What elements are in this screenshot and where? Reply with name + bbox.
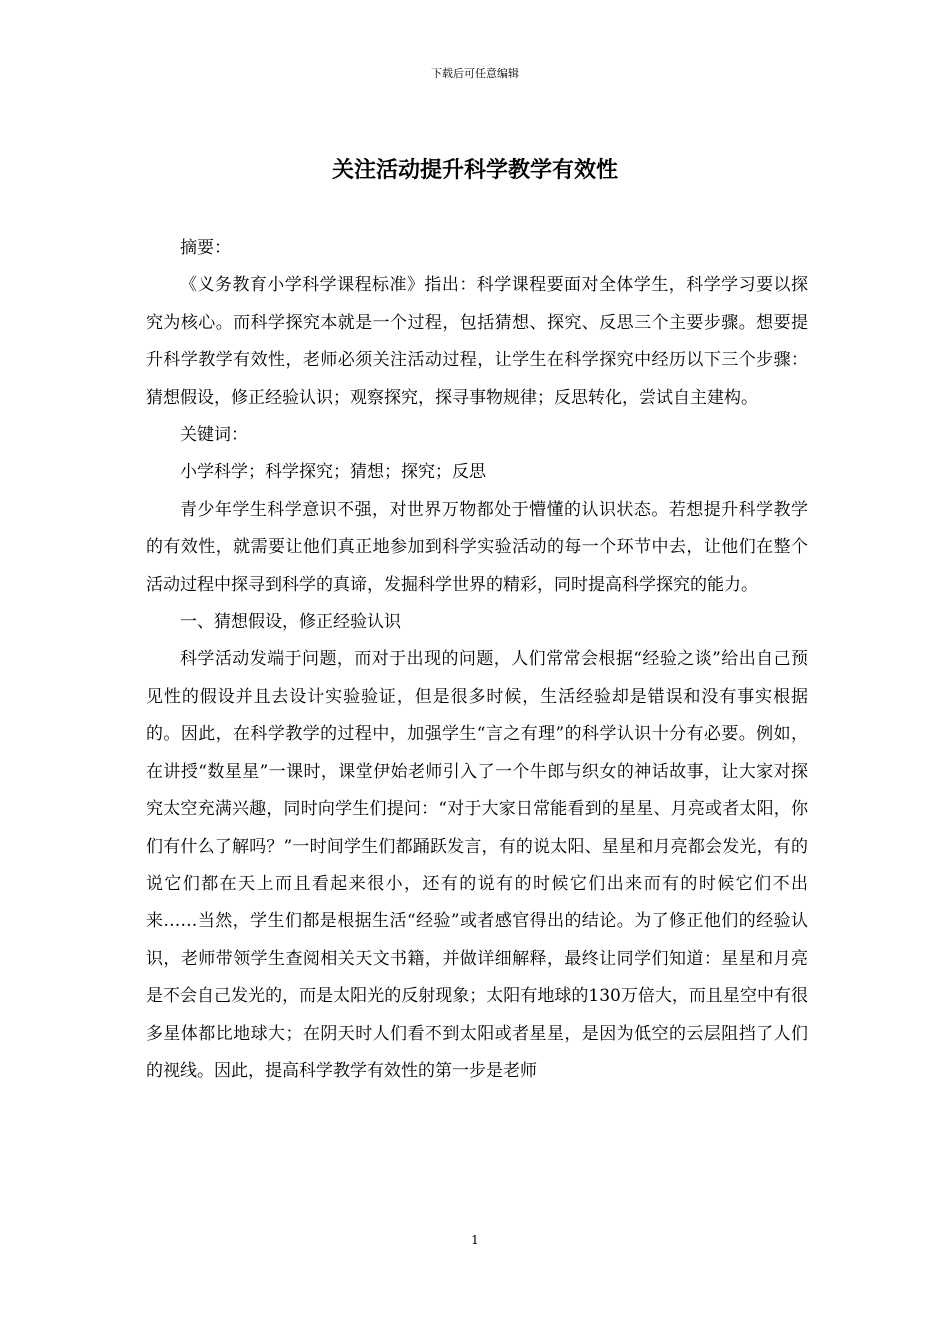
section-1-paragraph: 科学活动发端于问题，而对于出现的问题，人们常常会根据“经验之谈”给出自己预见性的假设并且去设计实验验证，但是很多时候，生活经验却是错误和没有事实根据的。因此，在科学教学的过程中，加强学生“言之有理”的科学认识十分有必要。例如，在讲授“数星星”一课时，课堂伊始老师引入了一个牛郎与织女的神话故事，让大家对探究太空充满兴趣，同时向学生们提问：“对于大家日常能看到的星星、月亮或者太阳，你们有什么了解吗？”一时间学生们都踊跃发言，有的说太阳、星星和月亮都会发光，有的说它们都在天上而且看起来很小，还有的说有的时候它们出来而有的时候它们不出来……当然，学生们都是根据生活“经验”或者感官得出的结论。为了修正他们的经验认识，老师带领学生查阅相关天文书籍，并做详细解释，最终让同学们知道：星星和月亮是不会自己发光的，而是太阳光的反射现象；太阳有地球的130万倍大，而且星空中有很多星体都比地球大；在阴天时人们看不到太阳或者星星，是因为低空的云层阻挡了人们的视线。因此，提高科学教学有效性的第一步是老师: [146, 649, 808, 1081]
document-body: [146, 230, 808, 1090]
abstract-paragraph: 《义务教育小学科学课程标准》指出：科学课程要面对全体学生，科学学习要以探究为核心。而科学探究本就是一个过程，包括猜想、探究、反思三个主要步骤。想要提升科学教学有效性，老师必须关注活动过程，让学生在科学探究中经历以下三个步骤：猜想假设，修正经验认识；观察探究，探寻事物规律；反思转化，尝试自主建构。: [146, 275, 808, 408]
keywords-heading: 关键词：: [180, 425, 248, 446]
intro-paragraph: 青少年学生科学意识不强，对世界万物都处于懵懂的认识状态。若想提升科学教学的有效性，就需要让他们真正地参加到科学实验活动的每一个环节中去，让他们在整个活动过程中探寻到科学的真谛，发掘科学世界的精彩，同时提高科学探究的能力。: [146, 499, 808, 595]
section-heading-1: 一、猜想假设，修正经验认识: [180, 612, 401, 633]
document-title: 关注活动提升科学教学有效性: [331, 158, 618, 183]
page-number: 1: [471, 1233, 479, 1247]
page-header: 下载后可任意编辑: [431, 67, 519, 80]
keywords-list: 小学科学；科学探究；猜想；探究；反思: [180, 462, 486, 483]
abstract-heading: 摘要：: [180, 238, 231, 258]
